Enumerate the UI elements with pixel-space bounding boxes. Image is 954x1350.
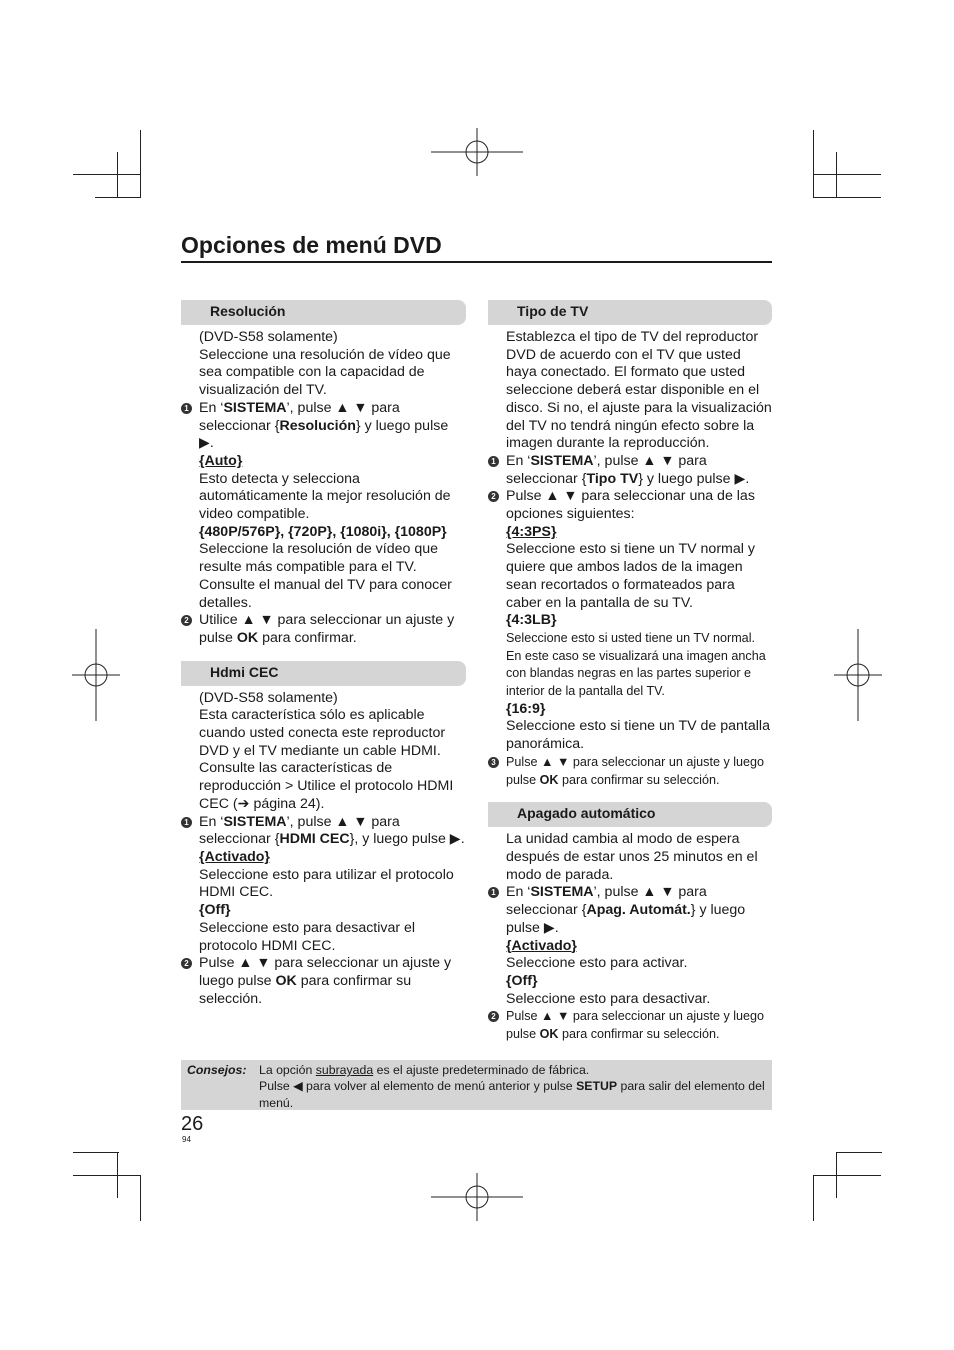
model-note: (DVD-S58 solamente) bbox=[199, 689, 338, 706]
page-title: Opciones de menú DVD bbox=[181, 230, 772, 263]
option-description: Seleccione esto si usted tiene un TV normal. En este caso se visualizará una imagen ancha con blandas negras en las partes superior e interior de la pantalla del TV. bbox=[506, 630, 766, 699]
step-text: Utilice ▲ ▼ para seleccionar un ajuste y pulse bbox=[199, 612, 455, 646]
registration-mark-icon bbox=[834, 629, 882, 721]
step-text: para confirmar. bbox=[258, 629, 357, 646]
step-number-badge: 2 bbox=[488, 1011, 499, 1022]
option-description: Seleccione esto para utilizar el protocolo HDMI CEC. bbox=[199, 866, 454, 901]
tips-text-part: La opción bbox=[259, 1063, 316, 1077]
option-label: {Off} bbox=[199, 902, 231, 919]
page-number: 26 bbox=[181, 1113, 204, 1135]
crop-mark bbox=[73, 1175, 141, 1176]
step-text-bold: Resolución bbox=[279, 417, 356, 434]
crop-mark bbox=[813, 1175, 881, 1176]
option-description: Seleccione esto para activar. bbox=[506, 955, 688, 972]
step-text-bold: SISTEMA bbox=[530, 884, 594, 901]
crop-mark bbox=[73, 1152, 119, 1153]
step-number-badge: 2 bbox=[181, 958, 192, 969]
step-text: En ‘ bbox=[199, 813, 224, 830]
registration-mark-icon bbox=[431, 128, 523, 176]
step-text: Pulse ▲ ▼ para seleccionar una de las opciones siguientes: bbox=[506, 488, 755, 523]
option-description: Seleccione esto si tiene un TV normal y quiere que ambos lados de la imagen sean recortados o formateados para caber en la pantalla de su TV. bbox=[506, 541, 755, 611]
step-1 bbox=[184, 813, 466, 956]
step-text: ’, pulse ▲ ▼ para seleccionar { bbox=[199, 399, 400, 434]
step-text: En ‘ bbox=[506, 884, 531, 901]
crop-mark bbox=[813, 1175, 814, 1221]
option-label: {4:3PS} bbox=[506, 523, 557, 540]
section-intro: Establezca el tipo de TV del reproductor DVD de acuerdo con el TV que usted haya conectado. El formato que usted seleccione deberá estar disponible en el disco. Si no, el ajuste para la visualización del TV no tendrá ningún efecto sobre la imagen durante la reproducción. bbox=[506, 329, 772, 452]
crop-mark bbox=[117, 152, 118, 198]
step-text-bold: Tipo TV bbox=[586, 470, 639, 487]
step-text: Pulse ▲ ▼ para seleccionar un ajuste y luego pulse bbox=[506, 754, 765, 787]
crop-mark bbox=[813, 130, 814, 198]
step-2 bbox=[184, 955, 466, 1008]
step-text-bold: OK bbox=[539, 772, 559, 787]
section-intro: Esta característica sólo es aplicable cuando usted conecta este reproductor DVD y el TV mediante un cable HDMI. Consulte las características de reproducción > Utilice el protocolo HDMI CEC (➔ página 24). bbox=[199, 707, 454, 812]
step-text-bold: OK bbox=[275, 972, 297, 989]
model-note: (DVD-S58 solamente) bbox=[199, 329, 338, 345]
step-text: } y luego pulse ▶. bbox=[506, 902, 746, 936]
tips-text-part: es el ajuste predeterminado de fábrica. bbox=[373, 1063, 590, 1077]
crop-mark bbox=[95, 197, 141, 198]
section-body-tipo-tv bbox=[488, 329, 773, 789]
crop-mark bbox=[140, 130, 141, 198]
option-description: Seleccione la resolución de vídeo que resulte más compatible para el TV. Consulte el manual del TV para conocer detalles. bbox=[199, 541, 452, 611]
page-sub-number: 94 bbox=[182, 1135, 191, 1144]
step-number-badge: 1 bbox=[181, 817, 192, 828]
step-text: } y luego pulse ▶. bbox=[199, 417, 449, 452]
step-text-bold: Apag. Automát. bbox=[586, 902, 691, 919]
step-text: ’, pulse ▲ ▼ para seleccionar { bbox=[199, 813, 400, 848]
section-intro: La unidad cambia al modo de espera después de estar unos 25 minutos en el modo de parada. bbox=[506, 831, 758, 883]
section-body-apagado bbox=[488, 831, 773, 1043]
registration-mark-icon bbox=[431, 1173, 523, 1221]
step-text: ’, pulse ▲ ▼ para seleccionar { bbox=[506, 452, 707, 487]
step-text-bold: SISTEMA bbox=[223, 399, 287, 416]
option-description: Seleccione esto para desactivar. bbox=[506, 990, 711, 1007]
tips-label: Consejos: bbox=[187, 1063, 247, 1077]
step-text: Pulse ▲ ▼ para seleccionar un ajuste y luego pulse bbox=[506, 1009, 765, 1042]
crop-mark bbox=[117, 1152, 118, 1198]
step-text-bold: OK bbox=[236, 629, 259, 646]
step-text: } y luego pulse ▶. bbox=[638, 470, 750, 487]
step-text: ’, pulse ▲ ▼ para seleccionar { bbox=[506, 884, 707, 919]
step-text: }, y luego pulse ▶. bbox=[349, 831, 465, 848]
step-text-bold: SISTEMA bbox=[530, 452, 594, 469]
crop-mark bbox=[836, 152, 837, 198]
step-number-badge: 2 bbox=[181, 615, 192, 626]
step-text-bold: OK bbox=[539, 1027, 559, 1042]
option-label: {Activado} bbox=[199, 848, 270, 865]
crop-mark bbox=[836, 1152, 882, 1153]
right-column bbox=[488, 300, 773, 1044]
option-label: {Auto} bbox=[199, 452, 243, 469]
crop-mark bbox=[813, 174, 881, 175]
section-header-tipo-tv: Tipo de TV bbox=[488, 300, 772, 325]
tips-line bbox=[259, 1062, 769, 1078]
left-column bbox=[181, 300, 466, 1008]
section-header-apagado: Apagado automático bbox=[488, 802, 772, 827]
step-text: para confirmar su selección. bbox=[199, 972, 412, 1007]
step-text: Pulse ▲ ▼ para seleccionar un ajuste y luego pulse bbox=[199, 955, 452, 989]
crop-mark bbox=[140, 1175, 141, 1221]
step-number-badge: 3 bbox=[488, 757, 499, 768]
step-text: En ‘ bbox=[506, 452, 531, 469]
step-2 bbox=[491, 1008, 773, 1043]
section-body-hdmi-cec bbox=[181, 690, 466, 1009]
step-3 bbox=[491, 754, 773, 789]
option-description: Seleccione esto para desactivar el protocolo HDMI CEC. bbox=[199, 919, 416, 954]
step-text-bold: SISTEMA bbox=[223, 813, 287, 830]
tips-bold-word: SETUP bbox=[576, 1079, 618, 1094]
step-number-badge: 1 bbox=[488, 887, 499, 898]
crop-mark bbox=[836, 1152, 837, 1198]
step-1 bbox=[491, 884, 773, 1008]
registration-mark-icon bbox=[72, 629, 120, 721]
step-number-badge: 2 bbox=[488, 491, 499, 502]
section-header-resolucion: Resolución bbox=[181, 300, 466, 325]
section-body-resolucion bbox=[181, 329, 466, 648]
tips-text bbox=[259, 1062, 769, 1111]
option-label: {Off} bbox=[506, 972, 538, 989]
option-label: {Activado} bbox=[506, 937, 577, 954]
step-number-badge: 1 bbox=[488, 456, 499, 467]
step-2 bbox=[491, 488, 773, 754]
crop-mark bbox=[73, 174, 141, 175]
step-2 bbox=[184, 612, 466, 647]
step-number-badge: 1 bbox=[181, 403, 192, 414]
option-description: Esto detecta y selecciona automáticamente la mejor resolución de video compatible. bbox=[199, 470, 451, 523]
tips-underlined-word: subrayada bbox=[315, 1063, 374, 1077]
option-label: {16:9} bbox=[506, 700, 546, 717]
tips-box bbox=[181, 1060, 772, 1110]
step-text: En ‘ bbox=[199, 399, 224, 416]
step-1 bbox=[184, 399, 466, 612]
section-header-hdmi-cec: Hdmi CEC bbox=[181, 661, 466, 686]
option-label: {4:3LB} bbox=[506, 612, 557, 629]
section-intro: Seleccione una resolución de vídeo que sea compatible con la capacidad de visualización del TV. bbox=[199, 346, 451, 399]
crop-mark bbox=[813, 197, 881, 198]
tips-text-part: para salir del elemento del menú. bbox=[259, 1079, 765, 1110]
option-label: {480P/576P}, {720P}, {1080i}, {1080P} bbox=[199, 523, 447, 540]
tips-text-part: Pulse ◀ para volver al elemento de menú anterior y pulse bbox=[259, 1079, 577, 1094]
option-description: Seleccione esto si tiene un TV de pantalla panorámica. bbox=[506, 718, 770, 753]
step-text: para confirmar su selección. bbox=[558, 772, 720, 787]
step-text-bold: HDMI CEC bbox=[279, 831, 350, 848]
tips-line bbox=[259, 1078, 769, 1111]
step-1 bbox=[491, 452, 773, 488]
step-text: para confirmar su selección. bbox=[558, 1027, 720, 1042]
